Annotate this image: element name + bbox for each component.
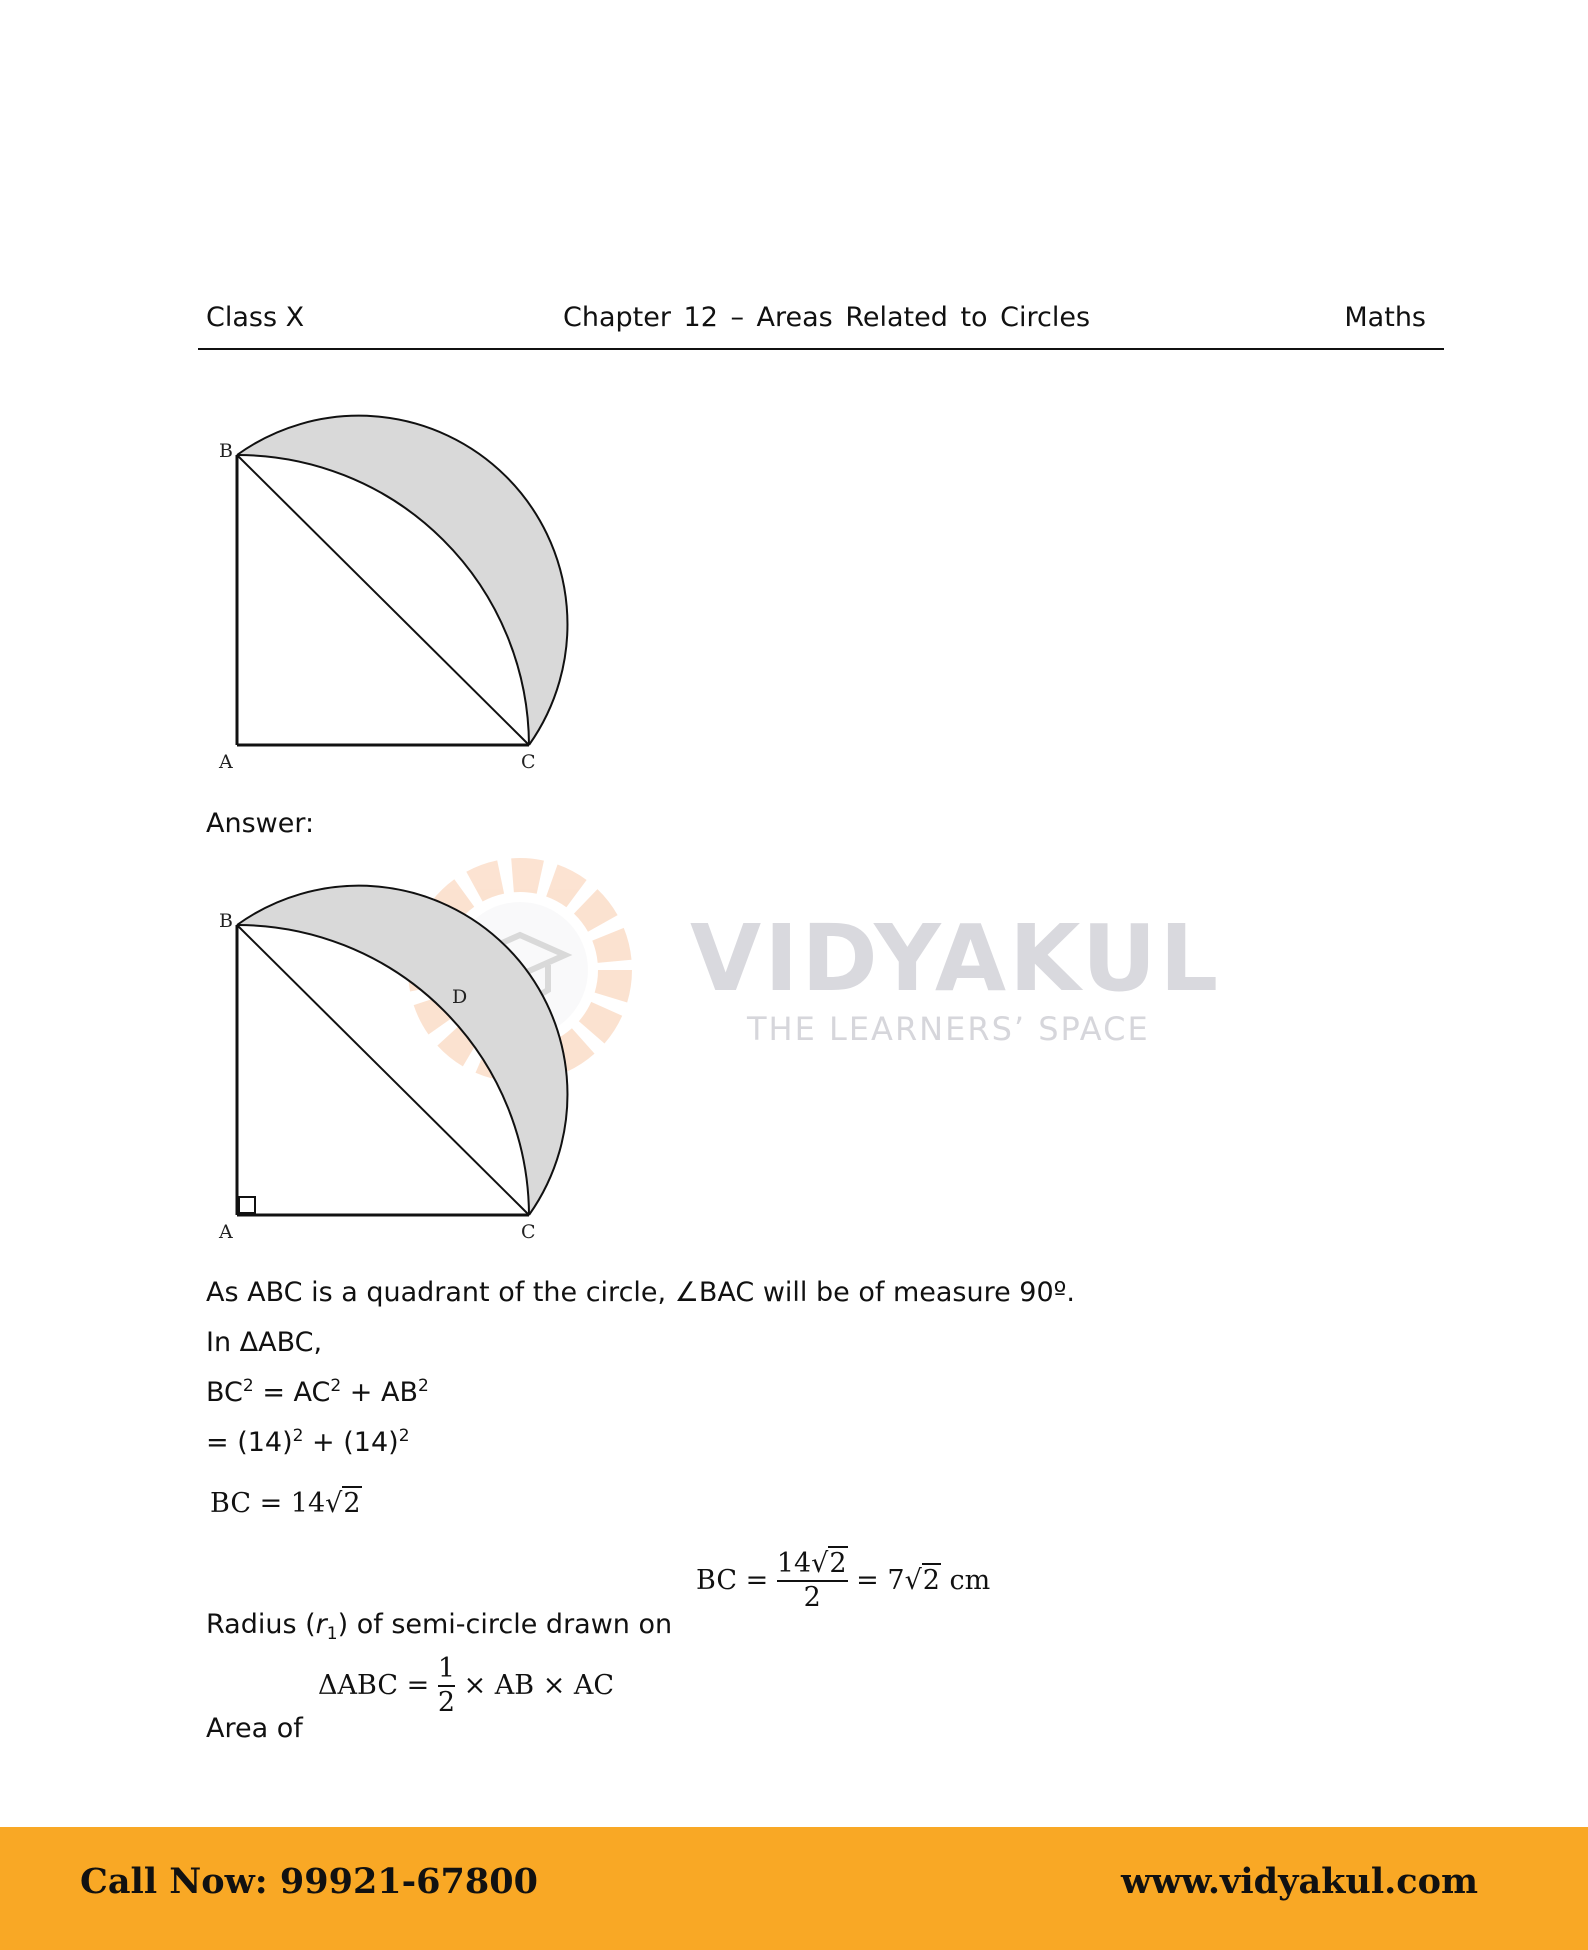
label-b: B: [219, 910, 233, 932]
exp: 2: [417, 1376, 429, 1396]
line-substitute: [206, 1427, 410, 1458]
answer-label: Answer:: [206, 808, 315, 839]
term-ab: + AB: [341, 1377, 418, 1408]
label-a: A: [219, 751, 233, 773]
line-bc-result: [210, 1488, 362, 1519]
exp: 2: [330, 1376, 342, 1396]
term-ac: = AC: [253, 1377, 331, 1408]
figure-question: [205, 385, 615, 785]
footer-banner: [0, 1827, 1588, 1950]
sqrt-symbol: √2: [325, 1488, 361, 1519]
footer-website-link[interactable]: www.vidyakul.com: [1120, 1861, 1478, 1902]
figure-answer: [205, 855, 615, 1255]
line-area: Area of: [206, 1713, 303, 1744]
term-bc: BC: [206, 1377, 243, 1408]
label-a: A: [219, 1221, 233, 1243]
header-chapter: Chapter 12 – Areas Related to Circles: [563, 302, 1091, 333]
label-c: C: [521, 751, 536, 773]
watermark-tagline: THE LEARNERS’ SPACE: [747, 1010, 1150, 1048]
label-c: C: [521, 1221, 536, 1243]
line-in-triangle: In ΔABC,: [206, 1327, 323, 1358]
header-rule: [198, 348, 1444, 350]
fraction: $\frac{14√2}{2}$: [776, 1548, 847, 1614]
footer-call[interactable]: Call Now: 99921-67800: [80, 1861, 538, 1902]
line-quadrant: As ABC is a quadrant of the circle, ∠BAC will be of measure 90º.: [206, 1277, 1075, 1308]
radius-equation: BC = $\frac{14√2}{2}$ = 7√2 cm: [696, 1548, 991, 1614]
exp: 2: [242, 1376, 254, 1396]
term-14a: = (14): [206, 1427, 293, 1458]
bc-lhs: BC = 14: [210, 1488, 326, 1519]
eq-lhs: BC =: [696, 1564, 769, 1596]
line-pythagoras: [206, 1377, 429, 1408]
shaded-lune: [237, 416, 567, 745]
area-equation: ΔABC = $\frac{1}{2}$ × AB × AC: [318, 1653, 615, 1719]
fraction-half: $\frac{1}{2}$: [437, 1653, 455, 1719]
label-b: B: [219, 440, 233, 462]
r-symbol: r: [315, 1609, 327, 1640]
label-d: D: [452, 986, 468, 1008]
watermark-title: VIDYAKUL: [690, 905, 1222, 1012]
term-14b: + (14): [303, 1427, 399, 1458]
area-lhs: ΔABC =: [318, 1669, 430, 1701]
exp: 2: [292, 1426, 304, 1446]
line-radius: Radius $(r_1)$ of semi-circle drawn on: [206, 1609, 673, 1644]
exp: 2: [398, 1426, 410, 1446]
right-angle-mark: [239, 1197, 255, 1213]
shaded-lune: [237, 886, 567, 1215]
header-class: Class X: [206, 302, 305, 333]
header-subject: Maths: [1344, 302, 1426, 333]
